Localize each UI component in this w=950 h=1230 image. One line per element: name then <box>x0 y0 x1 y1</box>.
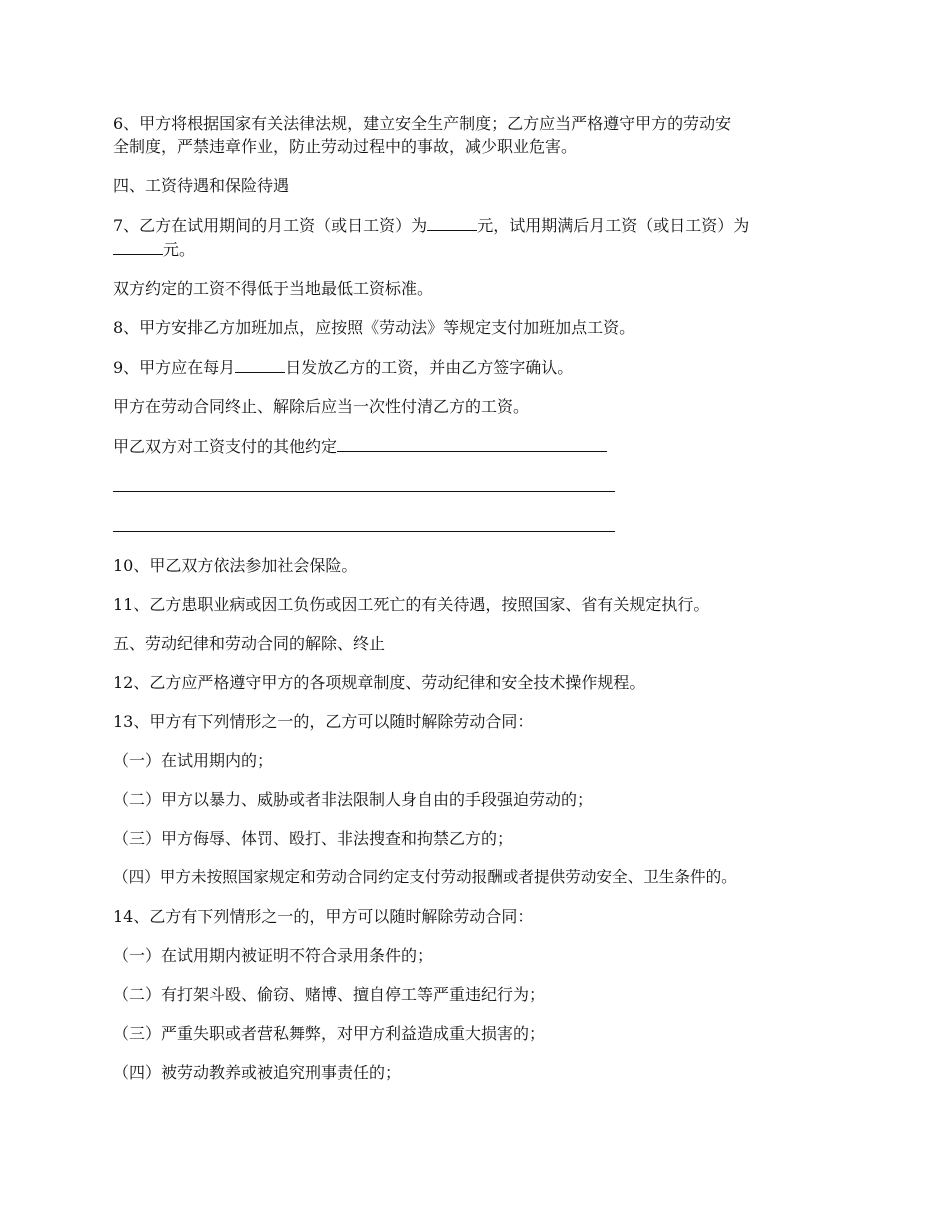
document-body <box>113 112 853 1100</box>
clause-13-item-1: （一）在试用期内的； <box>113 751 274 770</box>
clause-9-text-a: 9、甲方应在每月 <box>113 358 236 377</box>
other-agreement-line-3[interactable] <box>113 514 615 532</box>
trial-wage-blank[interactable] <box>427 213 477 231</box>
clause-7-note: 双方约定的工资不得低于当地最低工资标准。 <box>113 279 434 298</box>
other-agreement-label: 甲乙双方对工资支付的其他约定 <box>113 437 338 456</box>
clause-14: 14、乙方有下列情形之一的，甲方可以随时解除劳动合同： <box>113 907 534 926</box>
clause-14-item-4: （四）被劳动教养或被追究刑事责任的； <box>113 1063 402 1082</box>
clause-13-item-4: （四）甲方未按照国家规定和劳动合同约定支付劳动报酬或者提供劳动安全、卫生条件的。 <box>113 868 737 886</box>
clause-12: 12、乙方应严格遵守甲方的各项规章制度、劳动纪律和安全技术操作规程。 <box>113 673 646 692</box>
clause-7-text-c: 元。 <box>163 240 196 259</box>
clause-9-text-b: 日发放乙方的工资，并由乙方签字确认。 <box>285 358 574 377</box>
section-4-heading: 四、工资待遇和保险待遇 <box>113 176 290 195</box>
payday-blank[interactable] <box>235 355 285 373</box>
clause-10: 10、甲乙双方依法参加社会保险。 <box>113 556 358 575</box>
clause-13-item-3: （三）甲方侮辱、体罚、殴打、非法搜查和拘禁乙方的； <box>113 829 514 848</box>
clause-11: 11、乙方患职业病或因工负伤或因工死亡的有关待遇，按照国家、省有关规定执行。 <box>113 595 710 614</box>
clause-6-line-2: 全制度，严禁违章作业，防止劳动过程中的事故，减少职业危害。 <box>113 137 578 156</box>
other-agreement-line-2[interactable] <box>113 474 615 492</box>
clause-13-item-2: （二）甲方以暴力、威胁或者非法限制人身自由的手段强迫劳动的； <box>113 790 594 809</box>
regular-wage-blank[interactable] <box>113 237 163 255</box>
clause-6-line-1: 6、甲方将根据国家有关法律法规，建立安全生产制度；乙方应当严格遵守甲方的劳动安 <box>113 114 732 133</box>
clause-7-text-b: 元，试用期满后月工资（或日工资）为 <box>477 216 750 235</box>
clause-14-item-3: （三）严重失职或者营私舞弊，对甲方利益造成重大损害的； <box>113 1024 546 1043</box>
section-5-heading: 五、劳动纪律和劳动合同的解除、终止 <box>113 634 386 653</box>
clause-8: 8、甲方安排乙方加班加点，应按照《劳动法》等规定支付加班加点工资。 <box>113 318 636 337</box>
clause-7 <box>113 213 853 261</box>
clause-14-item-2: （二）有打架斗殴、偷窃、赌博、擅自停工等严重违纪行为； <box>113 985 546 1004</box>
clause-14-item-1: （一）在试用期内被证明不符合录用条件的； <box>113 946 434 965</box>
clause-6 <box>113 112 853 158</box>
other-agreement <box>113 434 853 458</box>
clause-9 <box>113 355 853 379</box>
clause-9-note: 甲方在劳动合同终止、解除后应当一次性付清乙方的工资。 <box>113 397 530 416</box>
other-agreement-blank[interactable] <box>337 434 607 452</box>
clause-13: 13、甲方有下列情形之一的，乙方可以随时解除劳动合同： <box>113 712 534 731</box>
clause-7-text-a: 7、乙方在试用期间的月工资（或日工资）为 <box>113 216 428 235</box>
